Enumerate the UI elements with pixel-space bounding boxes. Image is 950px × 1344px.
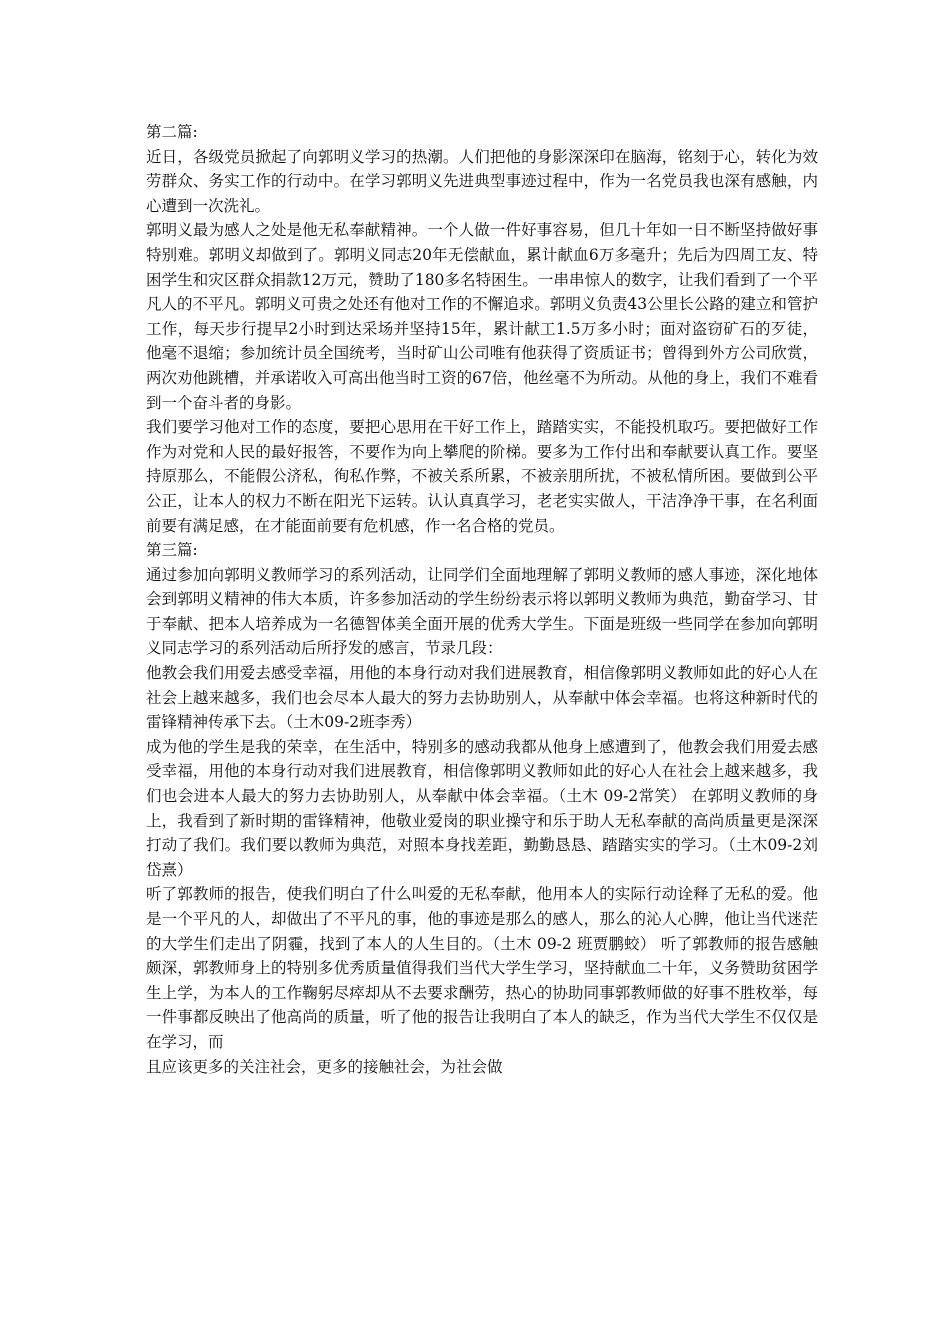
paragraph: 郭明义最为感人之处是他无私奉献精神。一个人做一件好事容易，但几十年如一日不断坚持做好事特别难。郭明义却做到了。郭明义同志20年无偿献血，累计献血6万多毫升；先后为四周工友、特困学生和灾区群众捐款12万元，赞助了180多名特困生。一串串惊人的数字，让我们看到了一个平凡人的不平凡。郭明义可贵之处还有他对工作的不懈追求。郭明义负责43公里长公路的建立和管护工作，每天步行提早2小时到达采场并坚持15年，累计献工1.5万多小时；面对盗窃矿石的歹徒，他毫不退缩；参加统计员全国统考，当时矿山公司唯有他获得了资质证书；曾得到外方公司欣赏，两次劝他跳槽，并承诺收入可高出他当时工资的67倍，他丝毫不为所动。从他的身上，我们不难看到一个奋斗者的身影。 <box>146 221 818 412</box>
document-page <box>146 120 818 1079</box>
paragraph: 他教会我们用爱去感受幸福，用他的本身行动对我们进展教育，相信像郭明义教师如此的好心人在社会上越来越多，我们也会尽本人最大的努力去协助别人，从奉献中体会幸福。也将这种新时代的雷锋精神传承下去。（土木09-2班李秀） <box>146 664 818 732</box>
paragraph: 通过参加向郭明义教师学习的系列活动，让同学们全面地理解了郭明义教师的感人事迹，深化地体会到郭明义精神的伟大本质，许多参加活动的学生纷纷表示将以郭明义教师为典范，勤奋学习、甘于奉献、把本人培养成为一名德智体美全面开展的优秀大学生。下面是班级一些同学在参加向郭明义同志学习的系列活动后所抒发的感言，节录几段： <box>146 565 818 658</box>
paragraph: 且应该更多的关注社会，更多的接触社会，为社会做 <box>146 1057 503 1076</box>
paragraph: 近日，各级党员掀起了向郭明义学习的热潮。人们把他的身影深深印在脑海，铭刻于心，转化为效劳群众、务实工作的行动中。在学习郭明义先进典型事迹过程中，作为一名党员我也深有感触，内心遭到一次洗礼。 <box>146 147 818 215</box>
paragraph: 我们要学习他对工作的态度，要把心思用在干好工作上，踏踏实实，不能投机取巧。要把做好工作作为对党和人民的最好报答，不要作为向上攀爬的阶梯。要多为工作付出和奉献要认真工作。要坚持原那么，不能假公济私，徇私作弊，不被关系所累，不被亲朋所扰，不被私情所困。要做到公平公正，让本人的权力不断在阳光下运转。认认真真学习，老老实实做人，干洁净净干事，在名利面前要有满足感，在才能面前要有危机感，作一名合格的党员。 <box>146 418 818 535</box>
section-heading: 第二篇: <box>146 123 198 141</box>
section-heading: 第三篇: <box>146 541 198 560</box>
paragraph: 听了郭教师的报告，使我们明白了什么叫爱的无私奉献，他用本人的实际行动诠释了无私的爱。他是一个平凡的人，却做出了不平凡的事，他的事迹是那么的感人，那么的沁人心脾，他让当代迷茫的大学生们走出了阴霾，找到了本人的人生目的。（土木 09-2 班贾鹏蛟） 听了郭教师的报告感触颇深，郭教师身上的特别多优秀质量值得我们当代大学生学习，坚持献血二十年，义务赞助贫困学生上学，为本人的工作鞠躬尽瘁却从不去要求酬劳，热心的协助同事郭教师做的好事不胜枚举，每一件事都反映出了他高尚的质量，听了他的报告让我明白了本人的缺乏，作为当代大学生不仅仅是在学习，而 <box>146 885 818 1051</box>
paragraph: 成为他的学生是我的荣幸，在生活中，特别多的感动我都从他身上感遭到了，他教会我们用爱去感受幸福，用他的本身行动对我们进展教育，相信像郭明义教师如此的好心人在社会上越来越多，我们也会进本人最大的努力去协助别人，从奉献中体会幸福。（土木 09-2常笑） 在郭明义教师的身上，我看到了新时期的雷锋精神，他敬业爱岗的职业操守和乐于助人无私奉献的高尚质量更是深深打动了我们。我们要以教师为典范，对照本身找差距，勤勤恳恳、踏踏实实的学习。（土木09-2刘岱熹） <box>146 737 818 879</box>
